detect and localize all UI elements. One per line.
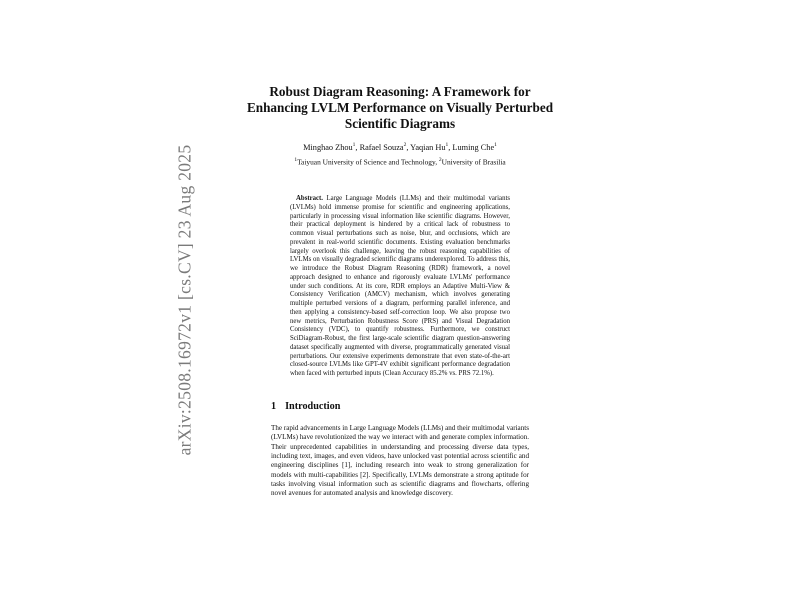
author-name: Yaqian Hu: [410, 142, 446, 152]
intro-paragraph: The rapid advancements in Large Language Models (LLMs) and their multimodal variants (LVLMs) have revolutionized the way we interact with and generate complex information. Their unprecedented capabilities in understanding and processing diverse data types, including text, images, and even videos, have unlocked vast potential across scientific and engineering disciplines [1], including research into weak to strong generalization for models with multi-capabilities [2]. Specifically, LVLMs demonstrate a strong aptitude for tasks involving visual information such as scientific diagrams and flowcharts, offering novel avenues for automated analysis and knowledge discovery.: [271, 424, 529, 498]
author-affil-mark: 1: [445, 142, 449, 148]
abstract-label: Abstract.: [296, 195, 323, 202]
affiliation-separator: ,: [435, 157, 439, 167]
author-affil-mark: 1: [352, 142, 356, 148]
affiliation-name: Taiyuan University of Science and Technology: [297, 157, 436, 167]
abstract-text: Large Language Models (LLMs) and their multimodal variants (LVLMs) hold immense promise for scientific and engineering applications, particularly in processing visual information like scientific diagrams. However, their practical deployment is hindered by a critical lack of robustness to common visual perturbations such as noise, blur, and occlusions, which are prevalent in real-world scientific documents. Existing evaluation benchmarks largely overlook this challenge, leaving the robust reasoning capabilities of LVLMs on visually degraded scientific diagrams underexplored. To address this, we introduce the Robust Diagram Reasoning (RDR) framework, a novel approach designed to enhance and rigorously evaluate LVLMs' performance under such conditions. At its core, RDR employs an Adaptive Multi-View & Consistency Verification (AMCV) mechanism, which involves generating multiple perturbed versions of a diagram, performing parallel inference, and then applying a consistency-based self-correction loop. We also propose two new metrics, Perturbation Robustness Score (PRS) and Visual Degradation Consistency (VDC), to quantify robustness. Furthermore, we construct SciDiagram-Robust, the first large-scale scientific diagram question-answering dataset specifically augmented with diverse, programmatically generated visual perturbations. Our extensive experiments demonstrate that even state-of-the-art closed-source LVLMs like GPT-4V exhibit significant performance degradation when faced with perturbed inputs (Clean Accuracy 85.2% vs. PRS 72.1%).: [290, 195, 510, 377]
affiliation-name: University of Brasilia: [441, 157, 506, 167]
author-name: Rafael Souza: [359, 142, 404, 152]
section-number: 1: [271, 401, 277, 412]
affiliation-mark: 2: [438, 157, 442, 163]
paper-title: Robust Diagram Reasoning: A Framework for Enhancing LVLM Performance on Visually Perturbed Scientific Diagrams: [246, 84, 554, 131]
section-title: Introduction: [285, 401, 341, 412]
author-name: Minghao Zhou: [303, 142, 353, 152]
author-list: Minghao Zhou$^1$, Rafael Souza$^2$, Yaqian Hu$^1$, Luming Che$^1$: [303, 142, 497, 152]
author-affil-mark: 1: [494, 142, 497, 148]
author-name: Luming Che: [452, 142, 495, 152]
affiliations: [240, 157, 560, 166]
affiliation-mark: 1: [294, 157, 298, 163]
author-affil-mark: 2: [403, 142, 407, 148]
arxiv-identifier: arXiv:2508.16972v1 [cs.CV] 23 Aug 2025: [174, 144, 195, 456]
section-heading: [271, 401, 340, 412]
abstract: [290, 195, 510, 379]
